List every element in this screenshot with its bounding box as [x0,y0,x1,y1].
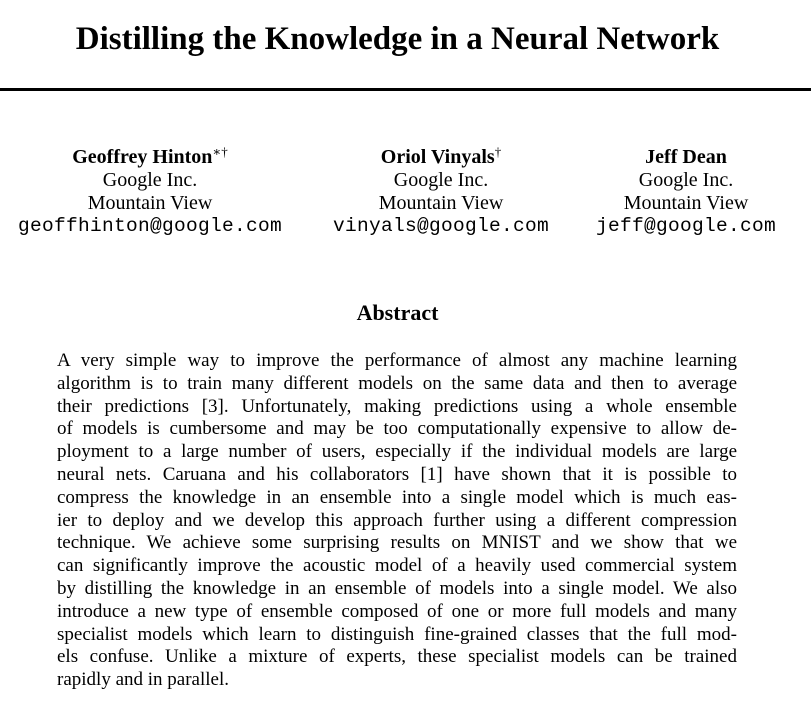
abstract-line: of models is cumbersome and may be too computationally expensive to allow de- [57,418,737,440]
author-name: Oriol Vinyals† [380,144,502,168]
abstract-line: compress the knowledge in an ensemble into a single model which is much eas- [57,486,737,508]
abstract-line: technique. We achieve some surprising results on MNIST and we show that we [57,532,737,554]
abstract-line: neural nets. Caruana and his collaborators [1] have shown that it is possible to [57,463,737,485]
author-affiliation: Google Inc. [638,169,734,191]
author-email: vinyals@google.com [332,215,550,237]
author-location: Mountain View [623,192,749,214]
abstract-line: rapidly and in parallel. [57,669,229,691]
author-email: geoffhinton@google.com [17,215,283,237]
author-location: Mountain View [378,192,504,214]
abstract-line: els confuse. Unlike a mixture of experts, these specialist models can be trained [57,646,737,668]
author-affiliation: Google Inc. [393,169,489,191]
abstract-line: specialist models which learn to distinguish fine-grained classes that the full mod- [57,623,737,645]
abstract-body [57,350,737,692]
abstract-line: ployment to a large number of users, especially if the individual models are large [57,441,737,463]
author-name: Jeff Dean [645,146,727,168]
abstract-line: ier to deploy and we develop this approach further using a different compression [57,509,737,531]
author-block-hinton [0,146,300,238]
author-affiliation: Google Inc. [102,169,198,191]
author-block-vinyals [322,146,560,238]
abstract-line: their predictions [3]. Unfortunately, making predictions using a whole ensemble [57,395,737,417]
abstract-line: can significantly improve the acoustic model of a heavily used commercial system [57,555,737,577]
paper-title: Distilling the Knowledge in a Neural Network [75,21,720,57]
author-email: jeff@google.com [595,215,777,237]
author-name: Geoffrey Hinton∗† [72,144,228,168]
author-block-dean [586,146,786,238]
author-footnote-marks: † [494,144,502,159]
author-location: Mountain View [87,192,213,214]
abstract-line: introduce a new type of ensemble composed of one or more full models and many [57,600,737,622]
title-rule [0,88,811,91]
abstract-line: by distilling the knowledge in an ensemble of models into a single model. We also [57,577,737,599]
author-footnote-marks: ∗† [212,144,228,159]
abstract-line: algorithm is to train many different models on the same data and then to average [57,372,737,394]
abstract-heading: Abstract [356,300,439,325]
abstract-line: A very simple way to improve the performance of almost any machine learning [57,350,737,371]
